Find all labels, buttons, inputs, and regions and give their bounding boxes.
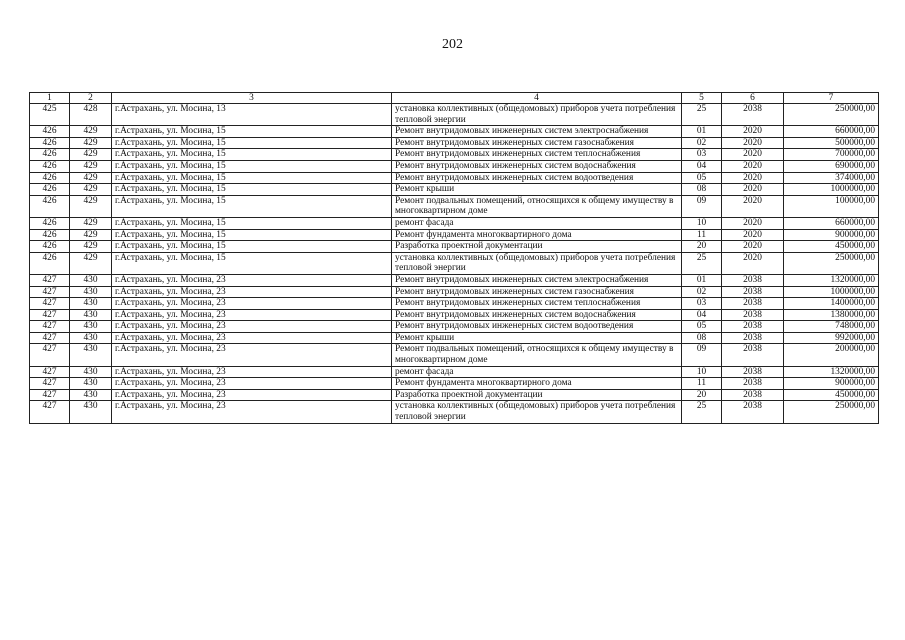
page-number: 202 — [442, 37, 463, 52]
cell-address: г.Астрахань, ул. Мосина, 15 — [112, 172, 392, 184]
cell-cost: 992000,00 — [784, 332, 879, 344]
table-row — [30, 252, 879, 274]
col-header-2: 2 — [70, 93, 112, 104]
cell-cost: 700000,00 — [784, 149, 879, 161]
cell-cost: 1380000,00 — [784, 309, 879, 321]
cell-house-id: 430 — [70, 309, 112, 321]
cell-work-type: Ремонт внутридомовых инженерных систем водоснабжения — [392, 160, 682, 172]
table-row — [30, 195, 879, 217]
cell-cost: 374000,00 — [784, 172, 879, 184]
cell-work-code: 09 — [682, 344, 722, 366]
cell-work-type: установка коллективных (общедомовых) приборов учета потребления тепловой энергии — [392, 104, 682, 126]
cell-cost: 748000,00 — [784, 321, 879, 333]
cell-work-type: Ремонт внутридомовых инженерных систем водоотведения — [392, 321, 682, 333]
cell-work-type: Ремонт фундамента многоквартирного дома — [392, 378, 682, 390]
cell-year: 2038 — [722, 344, 784, 366]
cell-work-code: 08 — [682, 332, 722, 344]
cell-work-type: Разработка проектной документации — [392, 389, 682, 401]
cell-row-number: 427 — [30, 309, 70, 321]
cell-work-code: 02 — [682, 137, 722, 149]
table-row — [30, 126, 879, 138]
cell-house-id: 429 — [70, 195, 112, 217]
cell-house-id: 430 — [70, 332, 112, 344]
cell-year: 2020 — [722, 217, 784, 229]
cell-address: г.Астрахань, ул. Мосина, 23 — [112, 286, 392, 298]
cell-work-type: Ремонт крыши — [392, 184, 682, 196]
cell-address: г.Астрахань, ул. Мосина, 23 — [112, 321, 392, 333]
cell-cost: 450000,00 — [784, 241, 879, 253]
table-body — [30, 104, 879, 424]
cell-work-type: Ремонт внутридомовых инженерных систем теплоснабжения — [392, 298, 682, 310]
cell-work-type: установка коллективных (общедомовых) приборов учета потребления тепловой энергии — [392, 252, 682, 274]
cell-row-number: 427 — [30, 321, 70, 333]
cell-cost: 200000,00 — [784, 344, 879, 366]
cell-year: 2038 — [722, 298, 784, 310]
cell-work-code: 11 — [682, 229, 722, 241]
cell-year: 2020 — [722, 229, 784, 241]
cell-cost: 1320000,00 — [784, 274, 879, 286]
cell-row-number: 427 — [30, 378, 70, 390]
cell-work-type: Ремонт внутридомовых инженерных систем электроснабжения — [392, 126, 682, 138]
cell-house-id: 430 — [70, 366, 112, 378]
cell-work-code: 25 — [682, 104, 722, 126]
cell-address: г.Астрахань, ул. Мосина, 15 — [112, 184, 392, 196]
cell-year: 2020 — [722, 137, 784, 149]
cell-year: 2038 — [722, 274, 784, 286]
cell-row-number: 427 — [30, 298, 70, 310]
cell-work-code: 11 — [682, 378, 722, 390]
cell-work-code: 05 — [682, 172, 722, 184]
table-row — [30, 149, 879, 161]
cell-work-code: 04 — [682, 309, 722, 321]
cell-address: г.Астрахань, ул. Мосина, 23 — [112, 366, 392, 378]
cell-row-number: 426 — [30, 195, 70, 217]
cell-work-type: Ремонт внутридомовых инженерных систем газоснабжения — [392, 286, 682, 298]
cell-work-type: Ремонт подвальных помещений, относящихся к общему имуществу в многоквартирном доме — [392, 195, 682, 217]
table-row — [30, 321, 879, 333]
cell-year: 2020 — [722, 160, 784, 172]
cell-address: г.Астрахань, ул. Мосина, 15 — [112, 195, 392, 217]
cell-work-code: 05 — [682, 321, 722, 333]
cell-cost: 690000,00 — [784, 160, 879, 172]
cell-year: 2020 — [722, 252, 784, 274]
cell-work-code: 01 — [682, 274, 722, 286]
cell-row-number: 426 — [30, 217, 70, 229]
cell-house-id: 430 — [70, 286, 112, 298]
cell-work-type: Ремонт внутридомовых инженерных систем теплоснабжения — [392, 149, 682, 161]
cell-work-code: 03 — [682, 149, 722, 161]
cell-work-type: Ремонт внутридомовых инженерных систем водоотведения — [392, 172, 682, 184]
cell-work-type: ремонт фасада — [392, 366, 682, 378]
cell-work-code: 01 — [682, 126, 722, 138]
cell-work-code: 09 — [682, 195, 722, 217]
cell-cost: 1400000,00 — [784, 298, 879, 310]
cell-address: г.Астрахань, ул. Мосина, 23 — [112, 344, 392, 366]
cell-work-type: Ремонт подвальных помещений, относящихся к общему имуществу в многоквартирном доме — [392, 344, 682, 366]
cell-work-code: 04 — [682, 160, 722, 172]
table-row — [30, 332, 879, 344]
cell-row-number: 426 — [30, 252, 70, 274]
cell-address: г.Астрахань, ул. Мосина, 15 — [112, 217, 392, 229]
cell-work-type: установка коллективных (общедомовых) приборов учета потребления тепловой энергии — [392, 401, 682, 423]
cell-work-type: Ремонт крыши — [392, 332, 682, 344]
cell-work-code: 25 — [682, 252, 722, 274]
cell-cost: 900000,00 — [784, 378, 879, 390]
cell-address: г.Астрахань, ул. Мосина, 15 — [112, 149, 392, 161]
cell-house-id: 430 — [70, 274, 112, 286]
cell-house-id: 430 — [70, 378, 112, 390]
cell-year: 2038 — [722, 389, 784, 401]
cell-work-code: 08 — [682, 184, 722, 196]
cell-year: 2038 — [722, 366, 784, 378]
cell-address: г.Астрахань, ул. Мосина, 15 — [112, 126, 392, 138]
cell-house-id: 429 — [70, 229, 112, 241]
table-row — [30, 401, 879, 423]
cell-year: 2038 — [722, 401, 784, 423]
cell-row-number: 427 — [30, 389, 70, 401]
cell-year: 2020 — [722, 149, 784, 161]
cell-work-code: 10 — [682, 217, 722, 229]
cell-house-id: 429 — [70, 252, 112, 274]
cell-year: 2020 — [722, 172, 784, 184]
cell-address: г.Астрахань, ул. Мосина, 23 — [112, 378, 392, 390]
cell-house-id: 428 — [70, 104, 112, 126]
table-row — [30, 389, 879, 401]
cell-row-number: 426 — [30, 229, 70, 241]
cell-house-id: 429 — [70, 126, 112, 138]
table-row — [30, 344, 879, 366]
cell-row-number: 427 — [30, 366, 70, 378]
col-header-3: 3 — [112, 93, 392, 104]
cell-house-id: 429 — [70, 137, 112, 149]
cell-work-type: ремонт фасада — [392, 217, 682, 229]
cell-address: г.Астрахань, ул. Мосина, 23 — [112, 389, 392, 401]
table-row — [30, 217, 879, 229]
cell-house-id: 429 — [70, 160, 112, 172]
cell-cost: 500000,00 — [784, 137, 879, 149]
cell-house-id: 429 — [70, 184, 112, 196]
cell-year: 2038 — [722, 104, 784, 126]
cell-work-code: 02 — [682, 286, 722, 298]
cell-work-type: Разработка проектной документации — [392, 241, 682, 253]
col-header-6: 6 — [722, 93, 784, 104]
cell-row-number: 426 — [30, 184, 70, 196]
cell-row-number: 426 — [30, 160, 70, 172]
cell-work-code: 10 — [682, 366, 722, 378]
cell-row-number: 427 — [30, 332, 70, 344]
table-row — [30, 309, 879, 321]
cell-cost: 1320000,00 — [784, 366, 879, 378]
cell-work-code: 03 — [682, 298, 722, 310]
cell-house-id: 429 — [70, 241, 112, 253]
header-row — [30, 93, 879, 104]
table-row — [30, 137, 879, 149]
col-header-5: 5 — [682, 93, 722, 104]
cell-work-code: 25 — [682, 401, 722, 423]
cell-address: г.Астрахань, ул. Мосина, 15 — [112, 241, 392, 253]
cell-cost: 1000000,00 — [784, 184, 879, 196]
table-row — [30, 366, 879, 378]
cell-work-type: Ремонт внутридомовых инженерных систем водоснабжения — [392, 309, 682, 321]
table-row — [30, 241, 879, 253]
cell-row-number: 427 — [30, 274, 70, 286]
cell-year: 2020 — [722, 184, 784, 196]
cell-row-number: 427 — [30, 401, 70, 423]
cell-house-id: 429 — [70, 172, 112, 184]
cell-address: г.Астрахань, ул. Мосина, 23 — [112, 298, 392, 310]
cell-house-id: 430 — [70, 321, 112, 333]
cell-year: 2020 — [722, 126, 784, 138]
cell-cost: 900000,00 — [784, 229, 879, 241]
cell-house-id: 430 — [70, 401, 112, 423]
table-row — [30, 229, 879, 241]
cell-cost: 100000,00 — [784, 195, 879, 217]
cell-row-number: 426 — [30, 241, 70, 253]
cell-year: 2020 — [722, 241, 784, 253]
cell-row-number: 426 — [30, 137, 70, 149]
cell-cost: 660000,00 — [784, 217, 879, 229]
cell-row-number: 427 — [30, 344, 70, 366]
cell-house-id: 429 — [70, 149, 112, 161]
cell-row-number: 427 — [30, 286, 70, 298]
cell-cost: 450000,00 — [784, 389, 879, 401]
cell-address: г.Астрахань, ул. Мосина, 23 — [112, 274, 392, 286]
col-header-7: 7 — [784, 93, 879, 104]
cell-row-number: 426 — [30, 126, 70, 138]
cell-address: г.Астрахань, ул. Мосина, 23 — [112, 401, 392, 423]
cell-house-id: 430 — [70, 298, 112, 310]
table-row — [30, 286, 879, 298]
cell-cost: 250000,00 — [784, 252, 879, 274]
cell-year: 2038 — [722, 332, 784, 344]
cell-address: г.Астрахань, ул. Мосина, 15 — [112, 160, 392, 172]
cell-house-id: 429 — [70, 217, 112, 229]
cell-address: г.Астрахань, ул. Мосина, 15 — [112, 137, 392, 149]
table-row — [30, 160, 879, 172]
col-header-1: 1 — [30, 93, 70, 104]
cell-cost: 1000000,00 — [784, 286, 879, 298]
cell-cost: 250000,00 — [784, 104, 879, 126]
cell-address: г.Астрахань, ул. Мосина, 13 — [112, 104, 392, 126]
col-header-4: 4 — [392, 93, 682, 104]
cell-cost: 660000,00 — [784, 126, 879, 138]
table-row — [30, 298, 879, 310]
cell-address: г.Астрахань, ул. Мосина, 15 — [112, 252, 392, 274]
table-row — [30, 378, 879, 390]
cell-house-id: 430 — [70, 344, 112, 366]
cell-year: 2038 — [722, 321, 784, 333]
cell-row-number: 425 — [30, 104, 70, 126]
table-row — [30, 104, 879, 126]
cell-house-id: 430 — [70, 389, 112, 401]
cell-row-number: 426 — [30, 172, 70, 184]
table-row — [30, 172, 879, 184]
table-row — [30, 274, 879, 286]
cell-work-type: Ремонт фундамента многоквартирного дома — [392, 229, 682, 241]
cell-row-number: 426 — [30, 149, 70, 161]
table-row — [30, 184, 879, 196]
cell-cost: 250000,00 — [784, 401, 879, 423]
cell-year: 2020 — [722, 195, 784, 217]
cell-year: 2038 — [722, 378, 784, 390]
cell-year: 2038 — [722, 309, 784, 321]
work-schedule-table — [29, 92, 879, 424]
cell-work-code: 20 — [682, 241, 722, 253]
cell-address: г.Астрахань, ул. Мосина, 23 — [112, 309, 392, 321]
cell-address: г.Астрахань, ул. Мосина, 23 — [112, 332, 392, 344]
cell-work-code: 20 — [682, 389, 722, 401]
cell-work-type: Ремонт внутридомовых инженерных систем электроснабжения — [392, 274, 682, 286]
cell-work-type: Ремонт внутридомовых инженерных систем газоснабжения — [392, 137, 682, 149]
cell-address: г.Астрахань, ул. Мосина, 15 — [112, 229, 392, 241]
cell-year: 2038 — [722, 286, 784, 298]
